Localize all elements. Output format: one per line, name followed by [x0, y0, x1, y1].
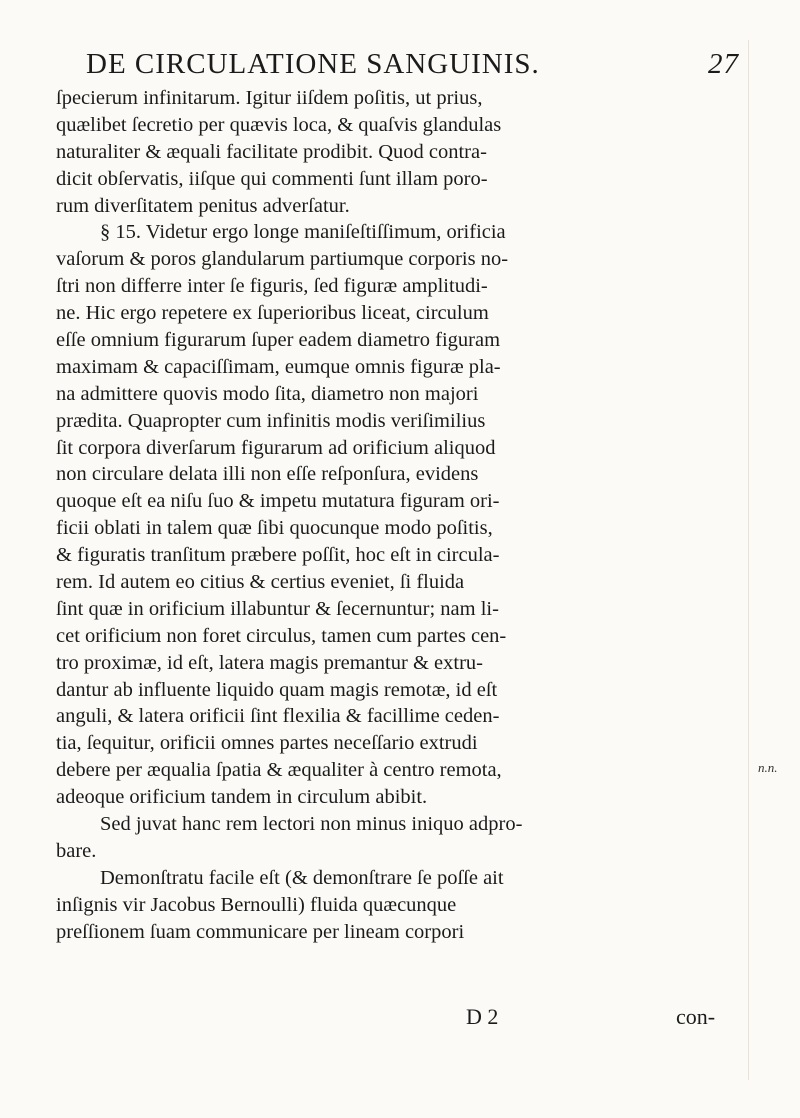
text-line: quælibet ſecretio per quævis loca, & quaſvis glandulas [56, 113, 502, 136]
text-line: ne. Hic ergo repetere ex ſuperioribus liceat, circulum [56, 302, 489, 325]
page-number: 27 [708, 48, 739, 80]
body-text [56, 85, 741, 946]
text-line: eſſe omnium figurarum ſuper eadem diametro figuram [56, 329, 501, 352]
text-line: tia, ſequitur, orificii omnes partes neceſſario extrudi [56, 732, 478, 755]
page-edge-shadow [748, 40, 749, 1080]
text-line: Sed juvat hanc rem lectori non minus iniquo adpro- [100, 813, 523, 836]
text-line: debere per æqualia ſpatia & æqualiter à centro remota, [56, 759, 502, 782]
text-line: ſint quæ in orificium illabuntur & ſecernuntur; nam li- [56, 597, 499, 620]
text-line: naturaliter & æquali facilitate prodibit. Quod contra- [56, 140, 487, 163]
running-title: DE CIRCULATIONE SANGUINIS. [86, 48, 540, 80]
text-line: prædita. Quapropter cum infinitis modis veriſimilius [56, 409, 486, 432]
text-line: ficii oblati in talem quæ ſibi quocunque modo poſitis, [56, 517, 493, 540]
text-line: dantur ab influente liquido quam magis remotæ, id eſt [56, 678, 498, 701]
catchword: con- [676, 1004, 716, 1029]
text-line: adeoque orificium tandem in circulum abibit. [56, 786, 428, 809]
text-line: non circulare delata illi non eſſe reſponſura, evidens [56, 463, 479, 486]
text-line: maximam & capaciſſimam, eumque omnis figuræ pla- [56, 355, 501, 378]
signature-mark: D 2 [466, 1004, 499, 1029]
text-line: rum diverſitatem penitus adverſatur. [56, 194, 350, 217]
text-line: § 15. Videtur ergo longe maniſeſtiſſimum, orificia [100, 221, 506, 244]
text-line: ſtri non differre inter ſe figuris, ſed figuræ amplitudi- [56, 275, 488, 298]
running-header [86, 48, 739, 81]
text-line: bare. [56, 839, 97, 862]
text-line: na admittere quovis modo ſita, diametro non majori [56, 382, 479, 405]
text-line: Demonſtratu facile eſt (& demonſtrare ſe poſſe ait [100, 866, 504, 889]
text-line: vaſorum & poros glandularum partiumque corporis no- [56, 248, 509, 271]
text-line: quoque eſt ea niſu ſuo & impetu mutatura figuram ori- [56, 490, 500, 513]
text-line: inſignis vir Jacobus Bernoulli) fluida quæcunque [56, 893, 457, 916]
text-line: ſpecierum infinitarum. Igitur iiſdem poſitis, ut prius, [56, 87, 483, 109]
text-line: ſit corpora diverſarum figurarum ad orificium aliquod [56, 436, 496, 459]
margin-annotation: n.n. [758, 760, 778, 775]
text-line: tro proximæ, id eſt, latera magis premantur & extru- [56, 651, 483, 674]
text-line: preſſionem ſuam communicare per lineam corpori [56, 920, 465, 943]
text-line: anguli, & latera orificii ſint flexilia & facillime ceden- [56, 705, 500, 728]
text-line: & figuratis tranſitum præbere poſſit, hoc eſt in circula- [56, 544, 500, 567]
text-line: cet orificium non foret circulus, tamen cum partes cen- [56, 624, 507, 647]
text-line: dicit obſervatis, iiſque qui commenti ſunt illam poro- [56, 167, 488, 190]
text-line: rem. Id autem eo citius & certius eveniet, ſi fluida [56, 571, 465, 594]
